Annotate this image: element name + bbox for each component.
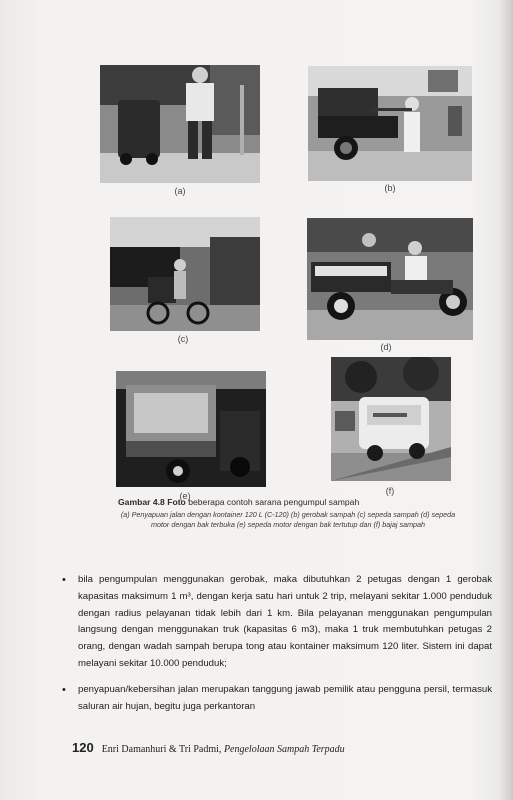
bullet-text: bila pengumpulan menggunakan gerobak, maka dibutuhkan 2 petugas dengan 1 gerobak kapasitas maksimum 1 m³, dengan kerja satu hari untuk 2 trip, melayani sekitar 1.000 penduduk dengan radius pelayanan tidak lebih dari 1 km. Bila pelayanan menggunakan pengumpulan langsung dengan menggunakan truk (kapasitas 6 m3), maka 1 truk membutuhkan petugas 2 orang, dengan wadah sampah berupa tong atau kontainer maksimum 120 liter. Sistem ini dapat melayani sekitar 10.000 penduduk; bbox=[78, 574, 492, 669]
figure-caption-description: (a) Penyapuan jalan dengan kontainer 120 L (C-120) (b) gerobak sampah (c) sepeda sampah (d) sepeda motor dengan bak terbuka (e) sepeda motor dengan bak tertutup dan (f) bajaj sampah bbox=[120, 510, 456, 529]
bullet-text: penyapuan/kebersihan jalan merupakan tanggung jawab pemilik atau pengguna persil, termasuk saluran air hujan, begitu juga perkantoran bbox=[78, 684, 492, 712]
bullet-item-collection bbox=[62, 572, 492, 673]
page-edge-shadow bbox=[499, 0, 513, 800]
photo-c-bicycle bbox=[110, 217, 260, 331]
photo-b-cart bbox=[308, 66, 472, 181]
bullet-dot-icon: • bbox=[62, 574, 66, 586]
photo-c-label: (c) bbox=[177, 334, 189, 344]
bullet-dot-icon: • bbox=[62, 684, 66, 696]
photo-e-motorbike-closed bbox=[116, 371, 266, 487]
page-footer bbox=[72, 740, 345, 755]
photo-d-motorbike-open bbox=[307, 218, 473, 340]
photo-d-label: (d) bbox=[380, 342, 392, 352]
photo-e-label: (e) bbox=[179, 491, 191, 501]
bullet-item-sweeping bbox=[62, 682, 492, 716]
figure-caption-title bbox=[118, 497, 458, 507]
footer-book-title: Pengelolaan Sampah Terpadu bbox=[223, 744, 345, 755]
figure-title-text: beberapa contoh sarana pengumpul sampah bbox=[185, 497, 360, 507]
figure-number: Gambar 4.8 Foto bbox=[118, 497, 186, 507]
photo-f-label: (f) bbox=[385, 486, 395, 496]
photo-a-street-sweeper bbox=[100, 65, 260, 183]
photo-b-label: (b) bbox=[384, 183, 396, 193]
photo-f-bajaj bbox=[331, 357, 451, 481]
photo-a-label: (a) bbox=[174, 186, 186, 196]
footer-authors: Enri Damanhuri & Tri Padmi, bbox=[101, 744, 224, 755]
figure-caption bbox=[118, 497, 458, 530]
page-number: 120 bbox=[72, 740, 94, 755]
